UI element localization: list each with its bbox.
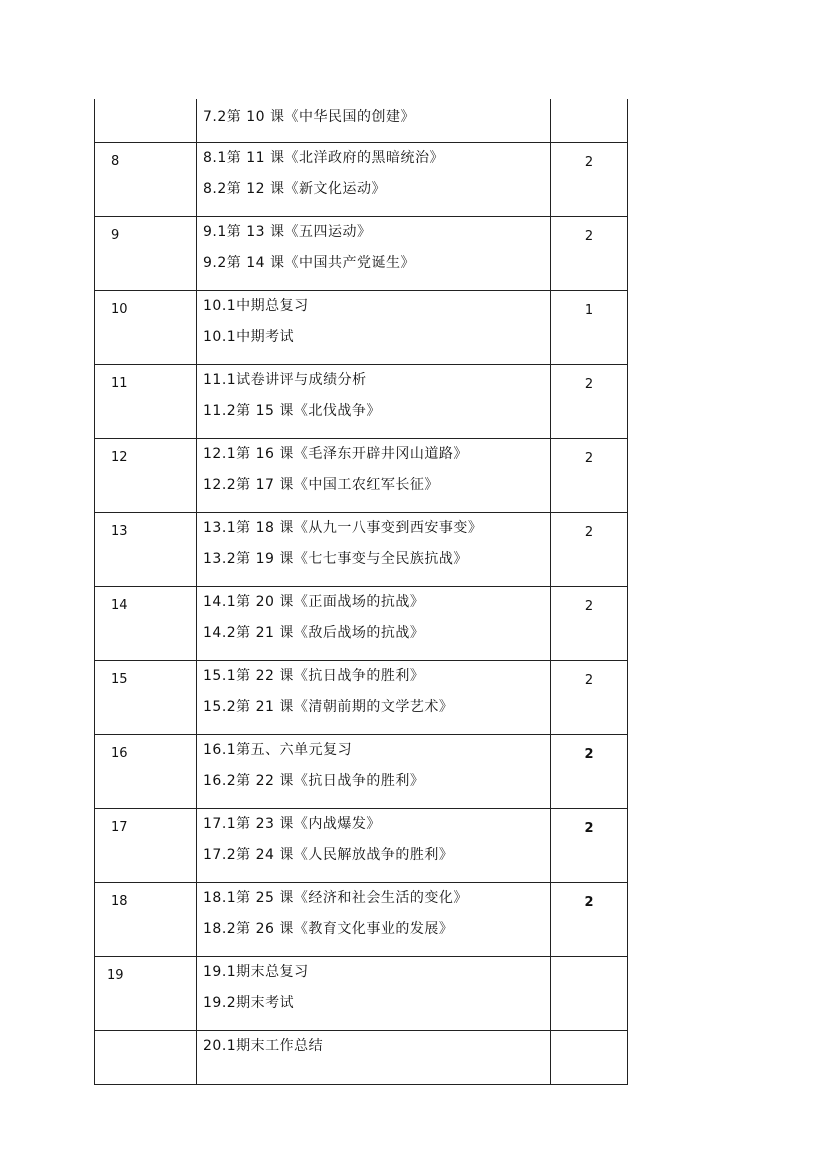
class-hours-cell [551,957,628,1031]
week-number-cell: 8 [95,143,197,217]
lesson-line: 9.1第 13 课《五四运动》 [203,224,372,240]
lesson-line: 15.1第 22 课《抗日战争的胜利》 [203,668,425,684]
week-number-cell: 9 [95,217,197,291]
schedule-row [95,143,628,217]
schedule-row [95,957,628,1031]
schedule-row [95,1031,628,1085]
class-hours-cell: 2 [551,883,628,957]
class-hours-cell: 2 [551,513,628,587]
lesson-line: 17.2第 24 课《人民解放战争的胜利》 [203,847,454,863]
lesson-line: 15.2第 21 课《清朝前期的文学艺术》 [203,699,454,715]
lesson-line: 8.2第 12 课《新文化运动》 [203,181,386,197]
schedule-row [95,439,628,513]
lesson-line: 9.2第 14 课《中国共产党诞生》 [203,255,415,271]
lesson-content-cell [197,291,551,365]
week-number-cell: 14 [95,587,197,661]
week-number-cell: 13 [95,513,197,587]
lesson-line: 18.2第 26 课《教育文化事业的发展》 [203,921,454,937]
class-hours-cell: 2 [551,661,628,735]
schedule-body [95,99,628,1085]
lesson-line: 19.1期末总复习 [203,964,309,980]
lesson-line: 14.1第 20 课《正面战场的抗战》 [203,594,425,610]
class-hours-cell [551,1031,628,1085]
schedule-row [95,809,628,883]
schedule-row [95,365,628,439]
lesson-line: 16.1第五、六单元复习 [203,742,353,758]
schedule-row [95,99,628,143]
week-number-cell: 10 [95,291,197,365]
class-hours-cell: 2 [551,217,628,291]
schedule-row [95,587,628,661]
week-number-cell: 11 [95,365,197,439]
lesson-content-cell [197,883,551,957]
lesson-content-cell [197,365,551,439]
schedule-row [95,513,628,587]
lesson-content-cell [197,439,551,513]
lesson-content-cell [197,735,551,809]
lesson-content-cell [197,217,551,291]
schedule-row [95,217,628,291]
lesson-line: 7.2第 10 课《中华民国的创建》 [203,109,415,125]
class-hours-cell: 2 [551,143,628,217]
lesson-content-cell [197,143,551,217]
lesson-line: 10.1中期总复习 [203,298,309,314]
lesson-line: 12.1第 16 课《毛泽东开辟井冈山道路》 [203,446,468,462]
week-number-cell: 16 [95,735,197,809]
lesson-content-cell [197,1031,551,1085]
class-hours-cell: 2 [551,365,628,439]
lesson-content-cell [197,587,551,661]
week-number-cell: 18 [95,883,197,957]
lesson-line: 8.1第 11 课《北洋政府的黑暗统治》 [203,150,444,166]
schedule-table [94,99,628,1085]
week-number-cell: 19 [95,957,197,1031]
class-hours-cell: 2 [551,809,628,883]
lesson-line: 12.2第 17 课《中国工农红军长征》 [203,477,439,493]
lesson-line: 13.1第 18 课《从九一八事变到西安事变》 [203,520,483,536]
lesson-line: 11.1试卷讲评与成绩分析 [203,372,367,388]
lesson-line: 18.1第 25 课《经济和社会生活的变化》 [203,890,468,906]
class-hours-cell: 2 [551,735,628,809]
lesson-content-cell [197,809,551,883]
lesson-line: 11.2第 15 课《北伐战争》 [203,403,381,419]
week-number-cell: 12 [95,439,197,513]
lesson-line: 17.1第 23 课《内战爆发》 [203,816,381,832]
lesson-content-cell [197,513,551,587]
lesson-content-cell [197,99,551,143]
class-hours-cell: 1 [551,291,628,365]
lesson-line: 20.1期末工作总结 [203,1038,324,1054]
class-hours-cell [551,99,628,143]
lesson-line: 13.2第 19 课《七七事变与全民族抗战》 [203,551,468,567]
lesson-line: 10.1中期考试 [203,329,295,345]
class-hours-cell: 2 [551,587,628,661]
week-number-cell: 15 [95,661,197,735]
schedule-row [95,735,628,809]
week-number-cell: 17 [95,809,197,883]
schedule-row [95,291,628,365]
lesson-content-cell [197,661,551,735]
week-number-cell [95,1031,197,1085]
schedule-row [95,661,628,735]
lesson-line: 19.2期末考试 [203,995,295,1011]
class-hours-cell: 2 [551,439,628,513]
lesson-line: 14.2第 21 课《敌后战场的抗战》 [203,625,425,641]
schedule-row [95,883,628,957]
lesson-content-cell [197,957,551,1031]
lesson-line: 16.2第 22 课《抗日战争的胜利》 [203,773,425,789]
week-number-cell [95,99,197,143]
